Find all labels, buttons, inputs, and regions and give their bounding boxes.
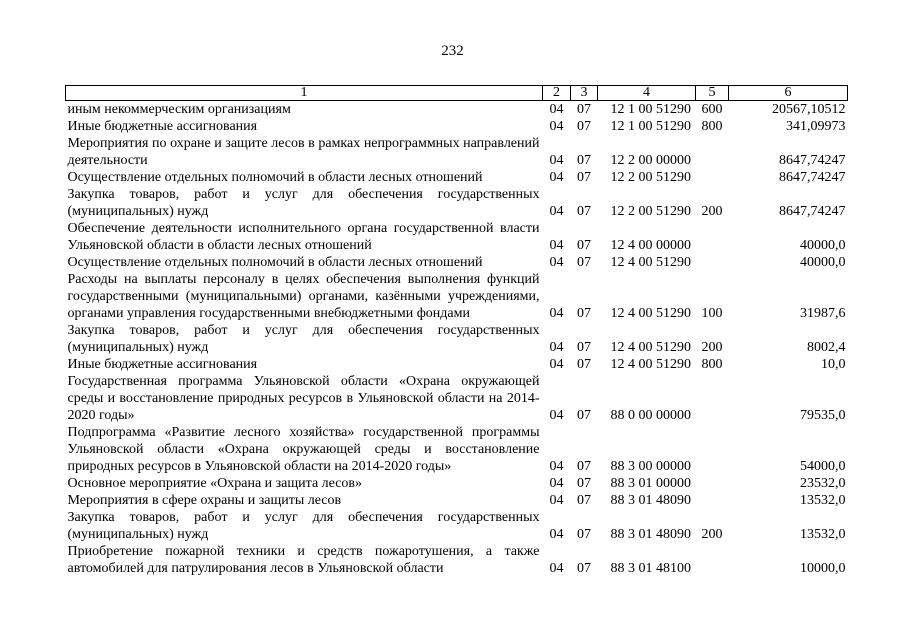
table-row bbox=[66, 118, 848, 135]
target-article-code: 12 2 00 51290 bbox=[610, 170, 691, 185]
expense-type-code: 800 bbox=[701, 119, 723, 134]
amount: 54000,0 bbox=[800, 459, 846, 474]
item-name: Осуществление отдельных полномочий в области лесных отношений bbox=[67, 255, 483, 270]
item-name: Государственная программа Ульяновской области «Охрана окружающей среды и восстановление природных ресурсов в Ульяновской области на 2014-2020 годы» bbox=[67, 374, 540, 423]
subsection-code: 07 bbox=[577, 561, 591, 576]
target-article-code: 12 4 00 51290 bbox=[610, 306, 691, 321]
target-article-code: 88 3 01 00000 bbox=[610, 476, 691, 491]
subsection-code: 07 bbox=[577, 170, 591, 185]
expense-type-code bbox=[696, 543, 729, 577]
table-row bbox=[66, 509, 848, 543]
expense-type-code: 800 bbox=[701, 357, 723, 372]
target-article-code: 12 1 00 51290 bbox=[610, 119, 691, 134]
amount: 8647,74247 bbox=[779, 153, 846, 168]
section-code: 04 bbox=[549, 561, 564, 576]
subsection-code: 07 bbox=[577, 255, 591, 270]
header-cell-2: 2 bbox=[543, 86, 571, 101]
subsection-code: 07 bbox=[577, 493, 591, 508]
expense-type-code: 600 bbox=[701, 102, 723, 117]
amount: 31987,6 bbox=[800, 306, 846, 321]
table-row bbox=[66, 373, 848, 424]
subsection-code: 07 bbox=[577, 153, 591, 168]
section-code: 04 bbox=[549, 306, 564, 321]
expense-type-code bbox=[696, 135, 729, 169]
subsection-code: 07 bbox=[577, 459, 591, 474]
expense-type-code: 200 bbox=[701, 204, 723, 219]
table-row bbox=[66, 101, 848, 119]
subsection-code: 07 bbox=[577, 204, 591, 219]
table-row bbox=[66, 254, 848, 271]
section-code: 04 bbox=[549, 255, 564, 270]
subsection-code: 07 bbox=[577, 408, 591, 423]
item-name: Мероприятия в сфере охраны и защиты лесов bbox=[67, 493, 342, 508]
header-cell-3: 3 bbox=[571, 86, 598, 101]
item-name: Мероприятия по охране и защите лесов в рамках непрограммных направлений деятельности bbox=[67, 136, 540, 168]
amount: 20567,10512 bbox=[772, 102, 846, 117]
subsection-code: 07 bbox=[577, 102, 591, 117]
table-row bbox=[66, 271, 848, 322]
section-code: 04 bbox=[549, 119, 564, 134]
section-code: 04 bbox=[549, 238, 564, 253]
target-article-code: 12 4 00 51290 bbox=[610, 255, 691, 270]
table-row bbox=[66, 475, 848, 492]
header-cell-6: 6 bbox=[729, 86, 848, 101]
amount: 79535,0 bbox=[800, 408, 846, 423]
section-code: 04 bbox=[549, 357, 564, 372]
item-name: Обеспечение деятельности исполнительного органа государственной власти Ульяновской области в области лесных отношений bbox=[67, 221, 540, 253]
table-row bbox=[66, 424, 848, 475]
section-code: 04 bbox=[549, 493, 564, 508]
target-article-code: 88 0 00 00000 bbox=[610, 408, 691, 423]
item-name: Приобретение пожарной техники и средств пожаротушения, а также автомобилей для патрулирования лесов в Ульяновской области bbox=[67, 544, 540, 576]
amount: 341,09973 bbox=[786, 119, 846, 134]
subsection-code: 07 bbox=[577, 119, 591, 134]
section-code: 04 bbox=[549, 153, 564, 168]
item-name: Осуществление отдельных полномочий в области лесных отношений bbox=[67, 170, 483, 185]
subsection-code: 07 bbox=[577, 527, 591, 542]
section-code: 04 bbox=[549, 204, 564, 219]
expense-type-code bbox=[696, 424, 729, 475]
expense-type-code bbox=[696, 373, 729, 424]
subsection-code: 07 bbox=[577, 306, 591, 321]
amount: 10000,0 bbox=[800, 561, 846, 576]
item-name: Иные бюджетные ассигнования bbox=[67, 119, 258, 134]
amount: 8647,74247 bbox=[779, 170, 846, 185]
expense-type-code bbox=[696, 169, 729, 186]
target-article-code: 12 1 00 51290 bbox=[610, 102, 691, 117]
expense-type-code bbox=[696, 254, 729, 271]
section-code: 04 bbox=[549, 340, 564, 355]
table-row bbox=[66, 543, 848, 577]
table-row bbox=[66, 186, 848, 220]
amount: 8647,74247 bbox=[779, 204, 846, 219]
item-name: Расходы на выплаты персоналу в целях обеспечения выполнения функций государственными (муниципальными) органами, казёнными учреждениями, органами управления государственными внебюджетными фондами bbox=[67, 272, 540, 321]
section-code: 04 bbox=[549, 170, 564, 185]
item-name: Подпрограмма «Развитие лесного хозяйства» государственной программы Ульяновской области «Охрана окружающей среды и восстановление природных ресурсов в Ульяновской области на 2014-2020 годы» bbox=[67, 425, 540, 474]
target-article-code: 12 2 00 51290 bbox=[610, 204, 691, 219]
header-cell-1: 1 bbox=[66, 86, 543, 101]
section-code: 04 bbox=[549, 459, 564, 474]
item-name: Иные бюджетные ассигнования bbox=[67, 357, 258, 372]
subsection-code: 07 bbox=[577, 357, 591, 372]
table-row bbox=[66, 220, 848, 254]
expense-type-code: 200 bbox=[701, 340, 723, 355]
amount: 10,0 bbox=[821, 357, 846, 372]
page-number: 232 bbox=[441, 43, 464, 59]
subsection-code: 07 bbox=[577, 238, 591, 253]
header-row bbox=[66, 86, 848, 101]
target-article-code: 12 4 00 51290 bbox=[610, 357, 691, 372]
budget-table bbox=[65, 85, 848, 577]
amount: 13532,0 bbox=[800, 527, 846, 542]
item-name: Закупка товаров, работ и услуг для обеспечения государственных (муниципальных) нужд bbox=[67, 510, 540, 542]
target-article-code: 12 2 00 00000 bbox=[610, 153, 691, 168]
amount: 8002,4 bbox=[807, 340, 846, 355]
target-article-code: 88 3 01 48090 bbox=[610, 493, 691, 508]
table-header bbox=[66, 86, 848, 101]
section-code: 04 bbox=[549, 476, 564, 491]
item-name: Основное мероприятие «Охрана и защита лесов» bbox=[67, 476, 363, 491]
table-row bbox=[66, 356, 848, 373]
target-article-code: 88 3 00 00000 bbox=[610, 459, 691, 474]
amount: 40000,0 bbox=[800, 255, 846, 270]
header-cell-4: 4 bbox=[598, 86, 696, 101]
table-row bbox=[66, 322, 848, 356]
table-body bbox=[66, 101, 848, 578]
subsection-code: 07 bbox=[577, 340, 591, 355]
target-article-code: 88 3 01 48090 bbox=[610, 527, 691, 542]
expense-type-code bbox=[696, 492, 729, 509]
section-code: 04 bbox=[549, 527, 564, 542]
item-name: Закупка товаров, работ и услуг для обеспечения государственных (муниципальных) нужд bbox=[67, 323, 540, 355]
section-code: 04 bbox=[549, 408, 564, 423]
amount: 40000,0 bbox=[800, 238, 846, 253]
expense-type-code: 200 bbox=[701, 527, 723, 542]
amount: 23532,0 bbox=[800, 476, 846, 491]
expense-type-code: 100 bbox=[701, 306, 723, 321]
table-row bbox=[66, 135, 848, 169]
item-name: иным некоммерческим организациям bbox=[67, 102, 291, 117]
section-code: 04 bbox=[549, 102, 564, 117]
header-cell-5: 5 bbox=[696, 86, 729, 101]
table-row bbox=[66, 492, 848, 509]
expense-type-code bbox=[696, 220, 729, 254]
item-name: Закупка товаров, работ и услуг для обеспечения государственных (муниципальных) нужд bbox=[67, 187, 540, 219]
target-article-code: 88 3 01 48100 bbox=[610, 561, 691, 576]
target-article-code: 12 4 00 00000 bbox=[610, 238, 691, 253]
amount: 13532,0 bbox=[800, 493, 846, 508]
expense-type-code bbox=[696, 475, 729, 492]
subsection-code: 07 bbox=[577, 476, 591, 491]
target-article-code: 12 4 00 51290 bbox=[610, 340, 691, 355]
table-row bbox=[66, 169, 848, 186]
